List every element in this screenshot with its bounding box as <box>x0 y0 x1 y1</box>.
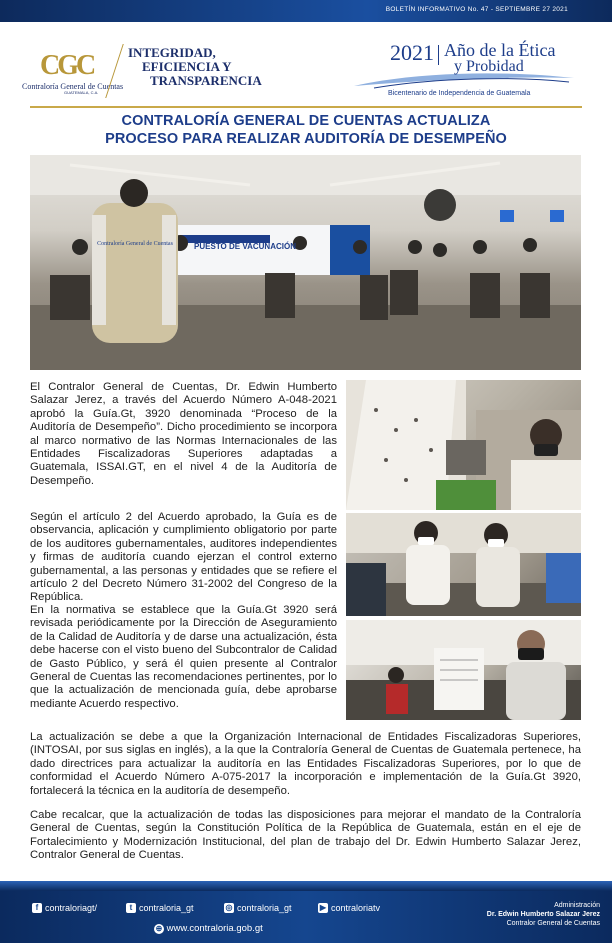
twitter-icon: t <box>126 903 136 913</box>
facebook-link[interactable] <box>32 903 97 913</box>
facebook-icon: f <box>32 903 42 913</box>
year-title-2: y Probidad <box>454 58 524 75</box>
instagram-link[interactable] <box>224 903 292 913</box>
footer <box>0 881 612 943</box>
admin-role: Contralor General de Cuentas <box>506 920 600 927</box>
motto-line-1: INTEGRIDAD, <box>128 45 216 60</box>
paragraph-3: En la normativa se establece que la Guía.Gt 3920 será revisada periódicamente por la Dirección de Aseguramiento de la Calidad de Auditoría y de darse una actualización, ésta debe hacerse con el visto bueno del Subcontralor de Calidad de Gasto Público, y será él quien presente al Contralor General de Cuentas las recomendaciones pertinentes, por lo que la actualización de mencionada guía, debe aprobarse mediante Acuerdo respectivo. <box>30 604 337 710</box>
header <box>0 22 612 106</box>
main-photo <box>30 155 581 370</box>
admin-name: Dr. Edwin Humberto Salazar Jerez <box>486 911 600 918</box>
globe-icon: ⊕ <box>155 924 163 933</box>
side-photo-2 <box>346 513 581 616</box>
twitter-link[interactable] <box>126 903 194 913</box>
motto-line-3: TRANSPARENCIA <box>150 73 262 88</box>
paragraph-5: Cabe recalcar, que la actualización de todas las disposiciones para mejorar el mandato de la Contraloría General de Cuentas, según la Constitución Política de la República de Guatemala, están en el eje de Fortalecimiento y Modernización Institucional, del plan de trabajo del Dr. Edwin Humberto Salazar Jerez, Contralor General de Cuentas. <box>30 809 581 862</box>
bulletin-number: BOLETÍN INFORMATIVO No. 47 - SEPTIEMBRE 27 2021 <box>385 6 568 13</box>
vaccination-hall-photo <box>30 155 581 370</box>
year-subtitle: Bicentenario de Independencia de Guatemala <box>388 90 531 97</box>
motto <box>128 46 262 88</box>
year-number: 2021 <box>390 40 434 65</box>
paragraph-1: El Contralor General de Cuentas, Dr. Edwin Humberto Salazar Jerez, a través del Acuerdo Número A-048-2021 aprobó la Guía.Gt, 3920 denominada “Proceso de la Auditoría de Desempeño”. Dicho procedimiento se incorpora al marco normativo de las Normas Internacionales de las Entidades Fiscalizadoras Superiores adaptadas a Guatemala, ISSAI.GT, en el nivel 4 de la Auditoría de Desempeño. <box>30 381 337 487</box>
instagram-handle: contraloria_gt <box>237 903 292 913</box>
year-title-1: Año de la Ética <box>444 40 556 60</box>
paragraph-2: Según el artículo 2 del Acuerdo aprobado, la Guía es de observancia, aplicación y cumplimiento obligatorio por parte de los auditores gubernamentales, auditores independientes y firmas de auditoría cuando ejerzan el control externo gubernamental, a las personas y entidades que se refiere el artículo 2 del Decreto Número 31-2002 del Congreso de la República. <box>30 511 337 604</box>
website-link[interactable] <box>154 923 263 934</box>
cgc-logo <box>22 50 124 95</box>
motto-line-2: EFICIENCIA Y <box>142 59 232 74</box>
footer-band <box>0 881 612 891</box>
side-photo-3 <box>346 620 581 720</box>
cgc-logo-name: Contraloría General de Cuentas <box>22 82 124 91</box>
vaccination-sign-text: PUESTO DE VACUNACIÓN <box>194 242 296 251</box>
admin-label: Administración <box>554 902 600 909</box>
auditor-showing-document-photo <box>346 620 581 720</box>
twitter-handle: contraloria_gt <box>139 903 194 913</box>
year-logo <box>384 40 594 100</box>
youtube-handle: contraloriatv <box>331 903 381 913</box>
website-url: www.contraloria.gob.gt <box>166 923 263 934</box>
youtube-link[interactable] <box>318 903 380 913</box>
auditor-with-tablet-photo <box>346 380 581 510</box>
instagram-icon: ◎ <box>225 903 233 912</box>
auditors-interview-photo <box>346 513 581 616</box>
youtube-icon: ▶ <box>319 903 327 912</box>
headline-line-1: CONTRALORÍA GENERAL DE CUENTAS ACTUALIZA <box>121 113 491 129</box>
gold-rule <box>30 106 582 108</box>
side-photo-1 <box>346 380 581 510</box>
year-separator <box>438 45 439 65</box>
vest-text: Contraloría General de Cuentas <box>97 241 173 247</box>
administration-block <box>487 901 600 928</box>
cgc-logo-sub: GUATEMALA, C.A. <box>64 90 99 95</box>
facebook-handle: contraloriagt/ <box>45 903 98 913</box>
top-bar <box>0 0 612 22</box>
paragraph-4: La actualización se debe a que la Organización Internacional de Entidades Fiscalizadoras Superiores, (INTOSAI, por sus siglas en inglés), a la que la Contraloría General de Cuentas de Guatemala pertenece, ha dado directrices para actualizar la auditoría en las Entidades Fiscalizadoras Superiores, por lo que de conformidad el Acuerdo Número A-075-2017 la incorporación e implementación de la Guía.Gt 3920, fortalecerá la técnica en la auditoría de desempeño. <box>30 731 581 797</box>
cgc-logo-mark: CGC <box>40 50 94 81</box>
headline-line-2: PROCESO PARA REALIZAR AUDITORÍA DE DESEMPEÑO <box>105 131 507 147</box>
